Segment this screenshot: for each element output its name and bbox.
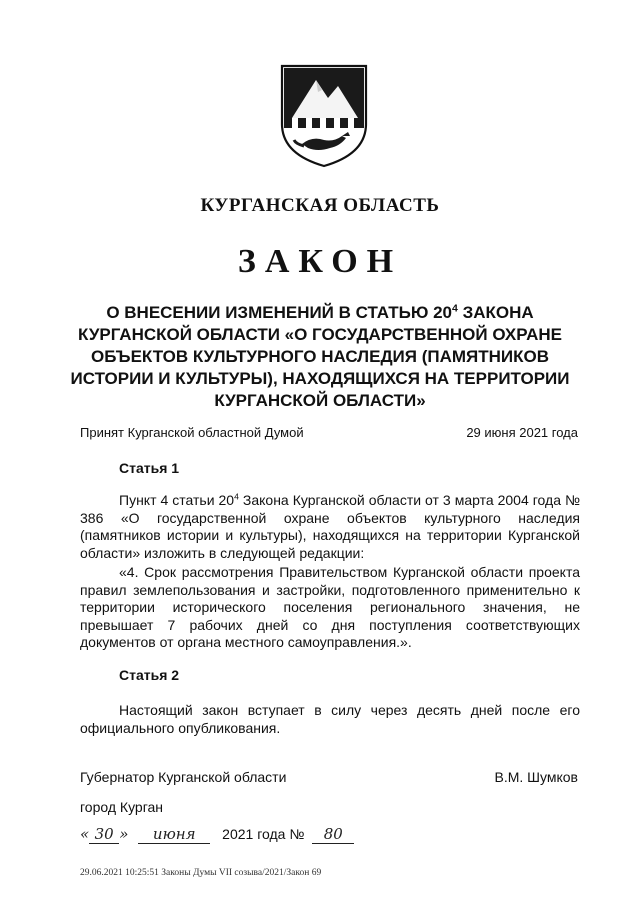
law-number-handwritten: 80 xyxy=(312,825,354,844)
date-number-line xyxy=(80,825,354,844)
title-text-start: О ВНЕСЕНИИ ИЗМЕНЕНИЙ В СТАТЬЮ 20 xyxy=(106,303,452,322)
article-1-text-end: Закона Курганской области от 3 марта 2004 года № 386 «О государственной охране объектов культурного наследия (памятников истории и культуры), находящихся на территории Курганской области» изложить в следующей редакции: xyxy=(80,492,580,561)
signatory-position: Губернатор Курганской области xyxy=(80,769,287,785)
title-text-end: ЗАКОНА КУРГАНСКОЙ ОБЛАСТИ «О ГОСУДАРСТВЕННОЙ ОХРАНЕ ОБЪЕКТОВ КУЛЬТУРНОГО НАСЛЕДИЯ (ПАМЯТНИКОВ ИСТОРИИ И КУЛЬТУРЫ), НАХОДЯЩИХСЯ НА ТЕРРИТОРИИ КУРГАНСКОЙ ОБЛАСТИ» xyxy=(70,303,570,410)
title-superscript: 4 xyxy=(452,302,458,315)
adoption-label: Принят Курганской областной Думой xyxy=(80,425,304,440)
article-1-quoted-paragraph: «4. Срок рассмотрения Правительством Курганской области проекта правил землепользования и застройки, подготовленного применительно к территории исторического поселения регионального значения, не превышает 7 рабочих дней со дня поступления соответствующих документов от органа местного самоуправления.». xyxy=(80,564,580,650)
adoption-date: 29 июня 2021 года xyxy=(466,425,578,440)
signatory-name: В.М. Шумков xyxy=(494,769,578,785)
article-2-paragraph: Настоящий закон вступает в силу через десять дней после его официального опубликования. xyxy=(80,702,580,736)
law-title xyxy=(60,302,580,412)
coat-of-arms-icon xyxy=(278,62,370,170)
article-1-superscript: 4 xyxy=(234,491,239,502)
article-1-heading: Статья 1 xyxy=(119,460,180,476)
article-1-paragraph xyxy=(80,492,580,562)
date-open-quote: « xyxy=(80,825,90,843)
date-close-quote: » xyxy=(119,825,129,843)
document-type-heading: ЗАКОН xyxy=(237,243,403,280)
place-of-signing: город Курган xyxy=(80,799,164,815)
footer-metadata: 29.06.2021 10:25:51 Законы Думы VII созыва/2021/Закон 69 xyxy=(80,868,322,878)
date-month-handwritten: июня xyxy=(138,825,210,844)
year-and-number-label: 2021 года № xyxy=(222,826,305,842)
article-2-heading: Статья 2 xyxy=(119,667,180,683)
date-day-handwritten: 30 xyxy=(89,825,119,844)
article-1-text-start: Пункт 4 статьи 20 xyxy=(119,492,235,508)
region-name: КУРГАНСКАЯ ОБЛАСТЬ xyxy=(200,195,440,216)
